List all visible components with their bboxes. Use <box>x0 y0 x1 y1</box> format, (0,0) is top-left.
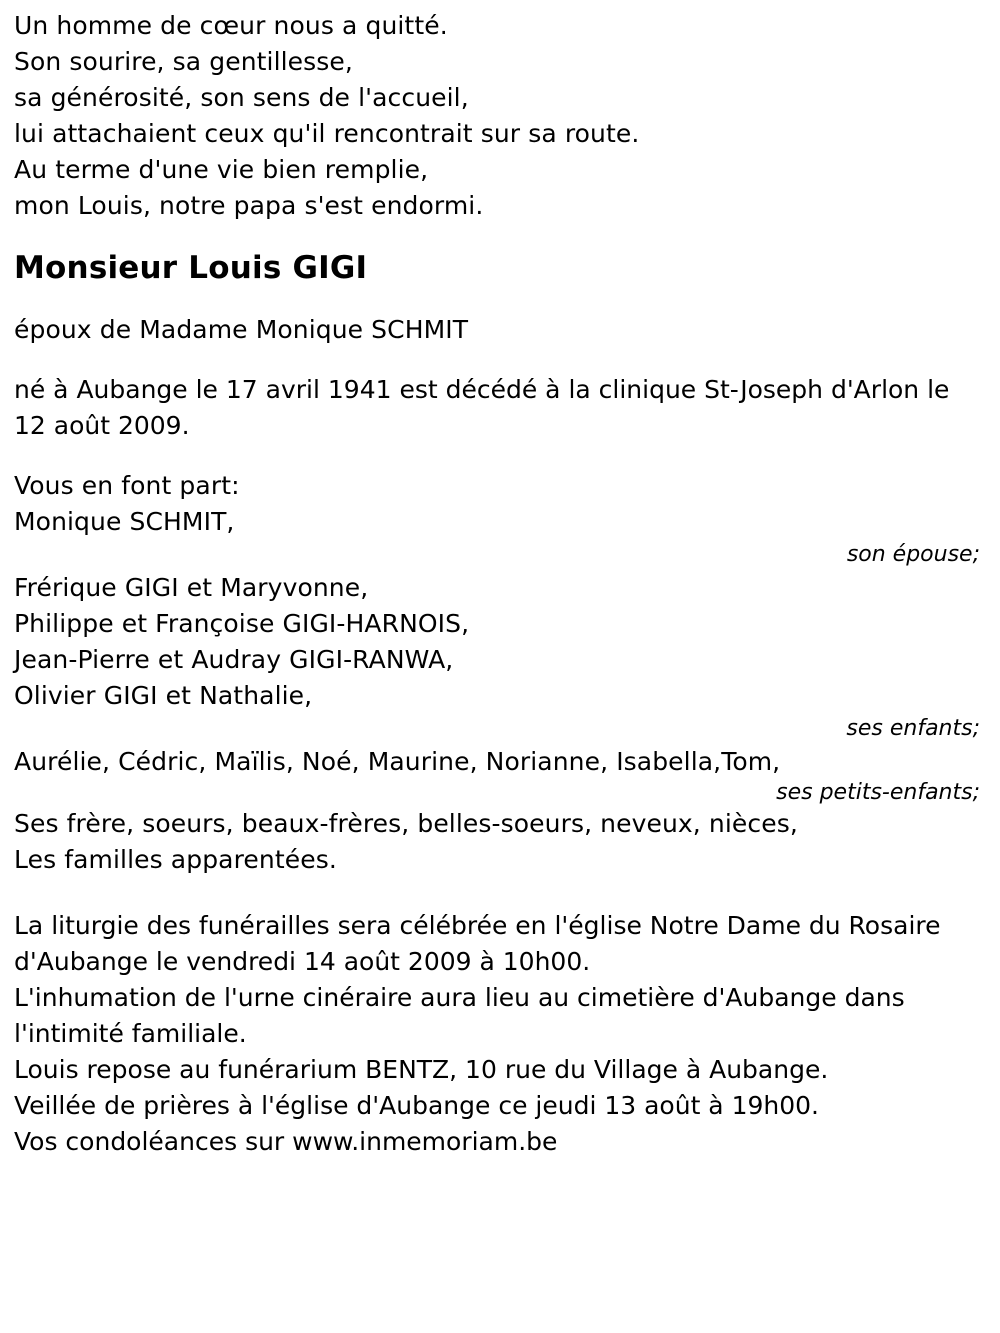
children-role: ses enfants; <box>846 716 980 741</box>
spacer <box>14 348 986 372</box>
intro-line: Son sourire, sa gentillesse, <box>14 47 353 76</box>
ceremony-info: La liturgie des funérailles sera célébrée en l'église Notre Dame du Rosaire d'Aubange le vendredi 14 août 2009 à 10h00. <box>14 911 941 976</box>
spouse-of-line: époux de Madame Monique SCHMIT <box>14 315 469 344</box>
child-line: Philippe et Françoise GIGI-HARNOIS, <box>14 609 470 638</box>
spouse-role: son épouse; <box>846 542 980 567</box>
grandchildren-role: ses petits-enfants; <box>776 780 980 805</box>
burial-info: L'inhumation de l'urne cinéraire aura lieu au cimetière d'Aubange dans l'intimité familiale. <box>14 983 905 1048</box>
birth-death-line: né à Aubange le 17 avril 1941 est décédé à la clinique St-Joseph d'Arlon le 12 août 2009. <box>14 375 950 440</box>
child-line: Frérique GIGI et Maryvonne, <box>14 573 369 602</box>
spacer <box>14 878 986 908</box>
other-family-line: Les familles apparentées. <box>14 845 337 874</box>
condolences-info: Vos condoléances sur www.inmemoriam.be <box>14 1127 558 1156</box>
child-line: Olivier GIGI et Nathalie, <box>14 681 313 710</box>
child-line: Jean-Pierre et Audray GIGI-RANWA, <box>14 645 454 674</box>
spacer <box>14 288 986 312</box>
other-family-line: Ses frère, soeurs, beaux-frères, belles-soeurs, neveux, nièces, <box>14 809 798 838</box>
intro-line: Au terme d'une vie bien remplie, <box>14 155 429 184</box>
announce-label: Vous en font part: <box>14 471 240 500</box>
vigil-info: Veillée de prières à l'église d'Aubange ce jeudi 13 août à 19h00. <box>14 1091 819 1120</box>
intro-text <box>14 8 986 224</box>
spacer <box>14 444 986 468</box>
grandchildren-line: Aurélie, Cédric, Maïlis, Noé, Maurine, Norianne, Isabella,Tom, <box>14 747 781 776</box>
intro-line: sa générosité, son sens de l'accueil, <box>14 83 469 112</box>
spacer <box>14 224 986 248</box>
deceased-name: Monsieur Louis GIGI <box>14 250 368 286</box>
spouse-name: Monique SCHMIT, <box>14 507 235 536</box>
intro-line: mon Louis, notre papa s'est endormi. <box>14 191 484 220</box>
intro-line: lui attachaient ceux qu'il rencontrait sur sa route. <box>14 119 640 148</box>
funeral-home-info: Louis repose au funérarium BENTZ, 10 rue du Village à Aubange. <box>14 1055 829 1084</box>
intro-line: Un homme de cœur nous a quitté. <box>14 11 448 40</box>
